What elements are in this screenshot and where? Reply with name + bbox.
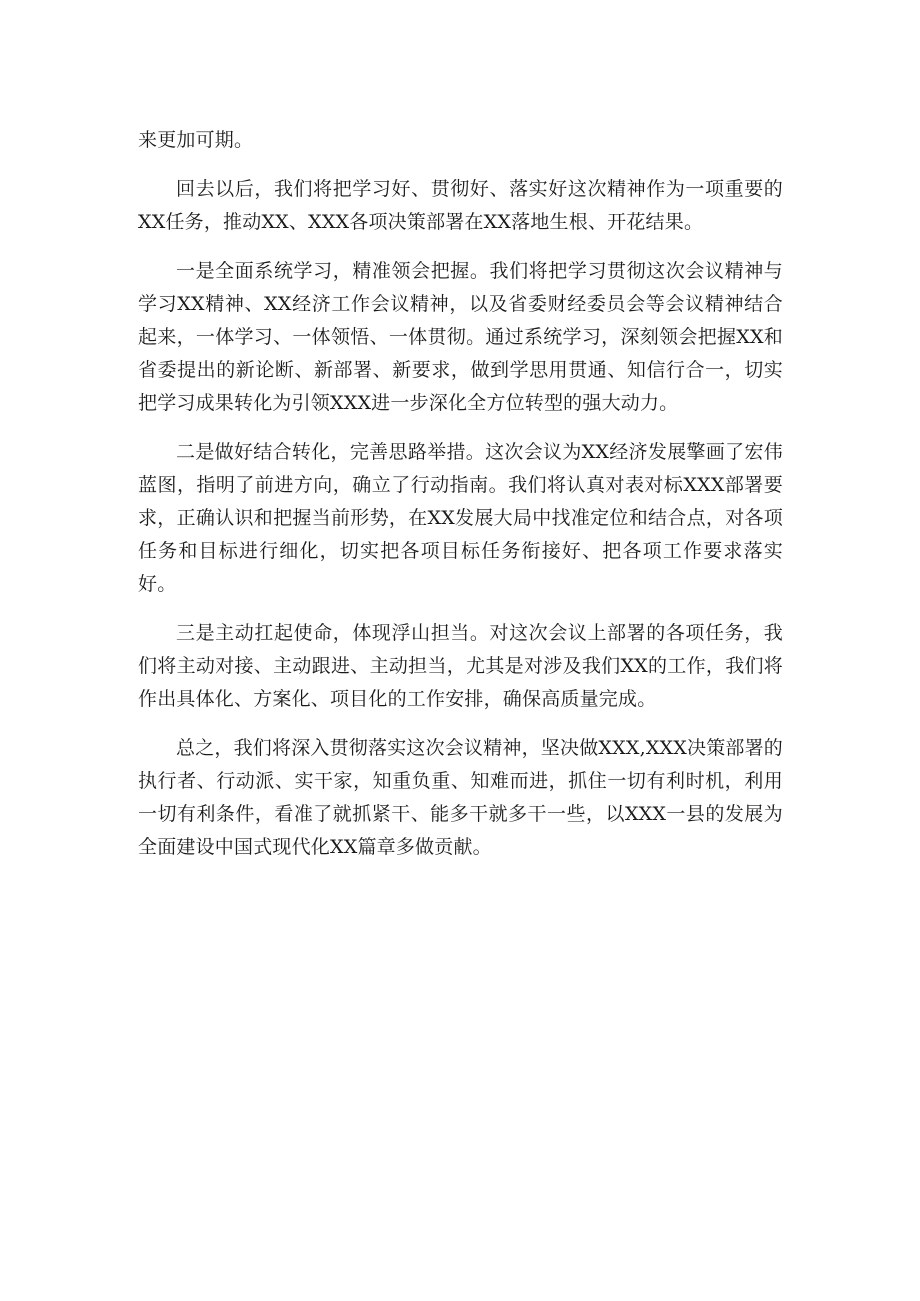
paragraph-point-one: 一是全面系统学习，精准领会把握。我们将把学习贯彻这次会议精神与学习XX精神、XX经济工作会议精神，以及省委财经委员会等会议精神结合起来，一体学习、一体领悟、一体贯彻。通过系统学习，深刻领会把握XX和省委提出的新论断、新部署、新要求，做到学思用贯通、知信行合一，切实把学习成果转化为引领XXX进一步深化全方位转型的强大动力。 <box>138 260 783 414</box>
paragraph-point-two: 二是做好结合转化，完善思路举措。这次会议为XX经济发展擎画了宏伟蓝图，指明了前进方向，确立了行动指南。我们将认真对表对标XXX部署要求，正确认识和把握当前形势，在XX发展大局中找准定位和结合点，对各项任务和目标进行细化，切实把各项目标任务衔接好、把各项工作要求落实好。 <box>138 441 783 595</box>
paragraph-conclusion: 总之，我们将深入贯彻落实这次会议精神，坚决做XXX,XXX决策部署的执行者、行动派、实干家，知重负重、知难而进，抓住一切有利时机，利用一切有利条件，看准了就抓紧干、能多干就多干一些，以XXX一县的发展为全面建设中国式现代化XX篇章多做贡献。 <box>138 737 783 858</box>
paragraph-intro: 回去以后，我们将把学习好、贯彻好、落实好这次精神作为一项重要的XX任务，推动XX、XXX各项决策部署在XX落地生根、开花结果。 <box>138 178 783 233</box>
document-body <box>138 124 783 880</box>
paragraph-point-three: 三是主动扛起使命，体现浮山担当。对这次会议上部署的各项任务，我们将主动对接、主动跟进、主动担当，尤其是对涉及我们XX的工作，我们将作出具体化、方案化、项目化的工作安排，确保高质量完成。 <box>138 622 783 710</box>
paragraph-continuation: 来更加可期。 <box>138 129 254 151</box>
